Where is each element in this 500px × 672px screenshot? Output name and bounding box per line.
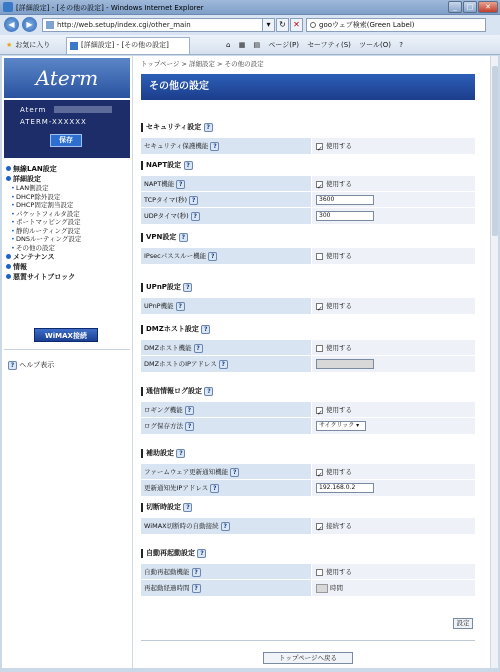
scrollbar[interactable] — [490, 56, 498, 668]
home-icon[interactable]: ⌂ — [226, 41, 231, 49]
settings-section — [141, 548, 475, 595]
setting-label — [141, 138, 311, 154]
setting-row — [141, 479, 475, 495]
setting-value — [312, 464, 475, 480]
help-icon[interactable]: ? — [191, 212, 200, 221]
feed-icon[interactable]: ▦ — [238, 41, 246, 49]
setting-value — [312, 192, 475, 208]
url-text: http://web.setup/index.cgi/other_main — [57, 21, 191, 29]
text-input[interactable]: 3600 — [316, 195, 374, 205]
section-title — [141, 386, 475, 397]
help-icon[interactable]: ? — [204, 123, 213, 132]
submenu-item[interactable]: • 静的ルーティング設定 — [6, 227, 132, 236]
help-icon[interactable]: ? — [210, 484, 219, 493]
tab-icon — [70, 42, 78, 50]
menu-item[interactable]: 悪質サイトブロック — [6, 272, 132, 282]
redacted-serial — [54, 106, 112, 113]
setting-label — [141, 402, 311, 418]
menu-tools[interactable]: ツール(O) — [359, 41, 391, 49]
print-icon[interactable]: ▤ — [253, 41, 261, 49]
section-title — [141, 122, 475, 133]
settings-section — [141, 232, 475, 263]
setting-value — [312, 208, 475, 224]
setting-value — [312, 580, 475, 596]
section-title-text: UPnP設定 — [146, 283, 181, 291]
section-title-text: DMZホスト設定 — [146, 325, 199, 333]
back-button[interactable]: ◀ — [4, 17, 19, 32]
help-icon[interactable]: ? — [192, 568, 201, 577]
scrollbar-thumb[interactable] — [492, 66, 498, 236]
setting-row — [141, 417, 475, 433]
setting-label-text: IPsecパススルー機能 — [144, 252, 207, 260]
help-icon[interactable]: ? — [176, 302, 185, 311]
setting-row — [141, 517, 475, 533]
text-input[interactable]: 192.168.0.2 — [316, 483, 374, 493]
setting-label-text: ロギング機能 — [144, 406, 183, 414]
close-button[interactable]: ✕ — [478, 1, 498, 13]
setting-value — [312, 176, 475, 192]
setting-label — [141, 418, 311, 434]
setting-label-text: WiMAX切断時の自動接続 — [144, 522, 219, 530]
back-to-top-button[interactable]: トップページへ戻る — [263, 652, 353, 664]
text-input[interactable]: 300 — [316, 211, 374, 221]
maximize-button[interactable]: □ — [463, 1, 477, 13]
help-icon[interactable]: ? — [399, 41, 403, 49]
help-icon[interactable]: ? — [179, 233, 188, 242]
setting-row — [141, 207, 475, 223]
help-icon[interactable]: ? — [210, 142, 219, 151]
setting-label — [141, 518, 311, 534]
setting-value — [312, 248, 475, 264]
footer-divider — [141, 640, 475, 641]
setting-label-text: セキュリティ保護機能 — [144, 142, 209, 150]
setting-label — [141, 176, 311, 192]
dropdown-button[interactable]: ▾ — [262, 18, 275, 32]
setting-label-text: ファームウェア更新通知機能 — [144, 468, 229, 476]
setting-label-text: UPnP機能 — [144, 302, 174, 310]
divider — [4, 349, 130, 350]
help-icon[interactable]: ? — [192, 584, 201, 593]
section-title — [141, 324, 475, 335]
favorites-button[interactable] — [6, 40, 50, 50]
help-icon[interactable]: ? — [183, 503, 192, 512]
setting-row — [141, 137, 475, 153]
page-content — [2, 56, 498, 668]
sidebar — [2, 56, 133, 668]
settings-section — [141, 502, 475, 533]
command-bar — [0, 35, 500, 55]
setting-label-text: 再起動経過時間 — [144, 584, 190, 592]
setting-label — [141, 564, 311, 580]
breadcrumb[interactable]: トップページ > 詳細設定 > その他の設定 — [141, 60, 264, 68]
checkbox-label: 使用する — [326, 568, 352, 576]
setting-label — [141, 340, 311, 356]
submenu-item[interactable]: • DHCP除外設定 — [6, 193, 132, 202]
setting-label-text: DMZホストのIPアドレス — [144, 360, 217, 368]
setting-row — [141, 297, 475, 313]
section-title — [141, 160, 475, 171]
set-button[interactable]: 設定 — [453, 618, 473, 629]
help-icon[interactable]: ? — [183, 283, 192, 292]
setting-label — [141, 298, 311, 314]
setting-row — [141, 401, 475, 417]
setting-row — [141, 463, 475, 479]
submenu-item[interactable]: • その他の設定 — [6, 244, 132, 253]
checkbox[interactable] — [316, 143, 323, 150]
menu-safety[interactable]: セーフティ(S) — [307, 41, 351, 49]
help-icon[interactable]: ? — [194, 344, 203, 353]
section-title-text: 通信情報ログ設定 — [146, 387, 202, 395]
ie-icon — [3, 2, 13, 12]
checkbox-label: 使用する — [326, 302, 352, 310]
section-title-text: NAPT設定 — [146, 161, 182, 169]
setting-row — [141, 175, 475, 191]
help-link[interactable] — [8, 360, 54, 370]
sidebar-menu — [6, 164, 132, 282]
help-icon[interactable]: ? — [184, 161, 193, 170]
status-bar — [0, 668, 500, 672]
checkbox[interactable] — [316, 407, 323, 414]
setting-label-text: DMZホスト機能 — [144, 344, 192, 352]
setting-label-text: 更新通知先IPアドレス — [144, 484, 209, 492]
setting-row — [141, 563, 475, 579]
checkbox-label: 使用する — [326, 344, 352, 352]
help-icon[interactable]: ? — [230, 468, 239, 477]
help-icon[interactable]: ? — [219, 360, 228, 369]
submenu-item[interactable]: • パケットフィルタ設定 — [6, 210, 132, 219]
checkbox[interactable] — [316, 253, 323, 260]
help-icon[interactable]: ? — [201, 325, 210, 334]
tab-title: [詳細設定] - [その他の設定] — [81, 41, 169, 49]
hours-unit: 時間 — [330, 584, 343, 592]
setting-label — [141, 480, 311, 496]
model-line2: ATERM-XXXXXX — [20, 118, 87, 126]
setting-row — [141, 191, 475, 207]
checkbox-label: 使用する — [326, 180, 352, 188]
setting-value — [312, 480, 475, 496]
submenu-item[interactable]: • DNSルーティング設定 — [6, 235, 132, 244]
setting-value — [312, 138, 475, 154]
setting-label — [141, 464, 311, 480]
settings-section — [141, 386, 475, 433]
setting-value — [312, 402, 475, 418]
checkbox-label: 使用する — [326, 252, 352, 260]
setting-row — [141, 339, 475, 355]
settings-section — [141, 448, 475, 495]
help-icon: ? — [8, 361, 17, 370]
refresh-button[interactable]: ↻ — [276, 18, 289, 32]
setting-value — [312, 564, 475, 580]
checkbox[interactable] — [316, 523, 323, 530]
setting-value — [312, 518, 475, 534]
search-input[interactable] — [306, 18, 486, 32]
checkbox[interactable] — [316, 303, 323, 310]
setting-row — [141, 247, 475, 263]
setting-label-text: 自動再起動機能 — [144, 568, 190, 576]
settings-section — [141, 282, 475, 313]
page-title: その他の設定 — [141, 74, 475, 100]
star-icon: ★ — [6, 41, 13, 49]
menu-item[interactable]: メンテナンス — [6, 252, 132, 262]
log-method-select[interactable]: サイクリック ▾ — [316, 421, 366, 431]
setting-label-text: UDPタイマ(秒) — [144, 212, 189, 220]
setting-value — [312, 418, 475, 434]
help-icon[interactable]: ? — [176, 180, 185, 189]
help-icon[interactable]: ? — [208, 252, 217, 261]
section-title — [141, 232, 475, 243]
window-titlebar — [0, 0, 500, 15]
help-icon[interactable]: ? — [204, 387, 213, 396]
section-title-text: 切断時設定 — [146, 503, 181, 511]
section-title-text: VPN設定 — [146, 233, 177, 241]
page-icon — [46, 21, 54, 29]
submenu-item[interactable]: • DHCP固定割当設定 — [6, 201, 132, 210]
setting-label — [141, 580, 311, 596]
setting-value — [312, 340, 475, 356]
section-title — [141, 448, 475, 459]
checkbox-label: 接続する — [326, 522, 352, 530]
setting-label-text: NAPT機能 — [144, 180, 175, 188]
section-title — [141, 548, 475, 559]
ip-address-input-disabled — [316, 359, 374, 369]
help-icon[interactable]: ? — [221, 522, 230, 531]
minimize-button[interactable]: _ — [448, 1, 462, 13]
main-panel — [139, 56, 488, 668]
settings-section — [141, 160, 475, 223]
setting-value — [312, 298, 475, 314]
help-label: ヘルプ表示 — [19, 361, 55, 369]
help-icon[interactable]: ? — [185, 422, 194, 431]
checkbox[interactable] — [316, 469, 323, 476]
hours-input-disabled — [316, 584, 328, 593]
submenu-item[interactable]: • LAN側設定 — [6, 184, 132, 193]
help-icon[interactable]: ? — [185, 406, 194, 415]
checkbox-label: 使用する — [326, 406, 352, 414]
section-title-text: 補助設定 — [146, 449, 174, 457]
setting-label-text: TCPタイマ(秒) — [144, 196, 187, 204]
checkbox-label: 使用する — [326, 142, 352, 150]
url-input[interactable] — [42, 18, 274, 32]
save-button[interactable]: 保存 — [50, 134, 82, 147]
menu-item[interactable]: 情報 — [6, 262, 132, 272]
settings-section — [141, 122, 475, 153]
section-title — [141, 502, 475, 513]
menu-item[interactable]: 無線LAN設定 — [6, 164, 132, 174]
checkbox[interactable] — [316, 345, 323, 352]
toolbar-menus — [226, 40, 409, 50]
model-panel — [4, 100, 130, 158]
setting-row — [141, 355, 475, 371]
search-placeholder: gooウェブ検索(Green Label) — [319, 21, 415, 29]
setting-label — [141, 192, 311, 208]
forward-button[interactable]: ▶ — [22, 17, 37, 32]
section-title-text: 自動再起動設定 — [146, 549, 195, 557]
setting-label — [141, 248, 311, 264]
address-bar-area — [0, 15, 500, 35]
help-icon[interactable]: ? — [197, 549, 206, 558]
submenu-item[interactable]: • ポートマッピング設定 — [6, 218, 132, 227]
favorites-label: お気に入り — [15, 41, 51, 49]
menu-page[interactable]: ページ(P) — [268, 41, 299, 49]
setting-label — [141, 356, 311, 372]
checkbox[interactable] — [316, 569, 323, 576]
section-title — [141, 282, 475, 293]
stop-button[interactable]: ✕ — [290, 18, 303, 32]
select-value: サイクリック — [319, 422, 355, 429]
setting-label-text: ログ保存方法 — [144, 422, 183, 430]
settings-section — [141, 324, 475, 371]
checkbox-label: 使用する — [326, 468, 352, 476]
wimax-connect-button[interactable]: WiMAX接続 — [34, 328, 98, 342]
setting-label — [141, 208, 311, 224]
help-icon[interactable]: ? — [189, 196, 198, 205]
setting-row — [141, 579, 475, 595]
section-title-text: セキュリティ設定 — [146, 123, 202, 131]
aterm-logo: Aterm — [4, 58, 130, 98]
window-title: [詳細設定] - [その他の設定] - Windows Internet Explorer — [16, 4, 204, 12]
checkbox[interactable] — [316, 181, 323, 188]
menu-item[interactable]: 詳細設定 — [6, 174, 132, 184]
model-line1: Aterm — [20, 106, 47, 114]
browser-tab[interactable] — [66, 37, 190, 54]
search-icon — [310, 22, 316, 28]
help-icon[interactable]: ? — [176, 449, 185, 458]
setting-value — [312, 356, 475, 372]
